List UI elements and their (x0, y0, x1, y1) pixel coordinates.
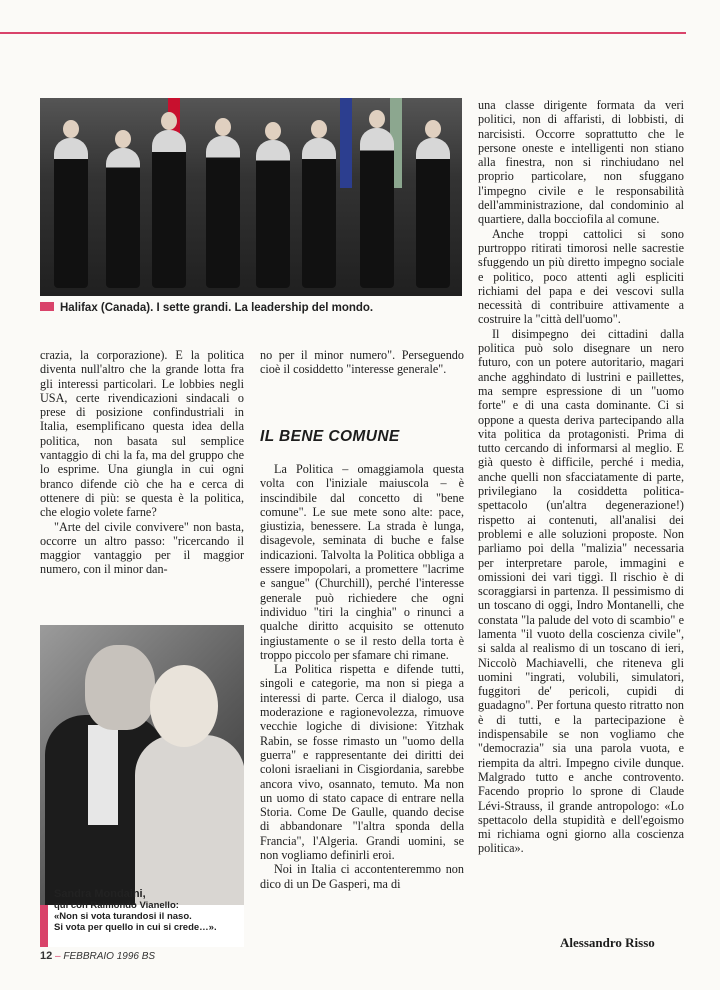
caption-bar (40, 905, 48, 947)
inset-photo (40, 625, 244, 905)
woman-figure (135, 735, 244, 905)
author-signature: Alessandro Risso (560, 935, 655, 950)
inset-caption-line: «Non si vota turandosi il naso. (54, 911, 192, 922)
paragraph: no per il minor numero". Perseguendo cioè il cosiddetto "interesse generale". (260, 348, 464, 377)
paragraph: una classe dirigente formata da veri politici, non di affaristi, di lobbisti, di narcisisti. Occorre soprattutto che le persone oneste e intelligenti non stiano alla finestra, non si rinchiudano nel proprio particolare, non sfuggano l'impegno civile e le responsabilità dell'amministrazione, dal condominio al quartiere, dalla bocciofila al comune. (478, 98, 684, 227)
person-figure (54, 138, 88, 288)
summit-photo (40, 98, 462, 296)
top-rule (0, 32, 686, 34)
man-head (85, 645, 155, 730)
person-figure (206, 136, 240, 288)
inset-caption-name: Sandra Mondaini, (54, 888, 146, 900)
person-figure (302, 138, 336, 288)
paragraph: crazia, la corporazione). E la politica diventa null'altro che la grande lotta fra gli interessi particolari. Le lobbies negli USA, certe rivendicazioni sindacali o prese di posizione confindustriali in Italia, esemplificano questa idea della politica, non basata sul semplice vantaggio di chi la fa, ma del gruppo che lo esprime. Una giungla in cui ogni branco difende ciò che ha e cerca di ottenere di più: se questa è la politica, che elogio volete farne? (40, 348, 244, 520)
flag (340, 98, 352, 188)
section-heading: IL BENE COMUNE (260, 428, 400, 445)
person-figure (106, 148, 140, 288)
caption-marker (40, 302, 54, 311)
issue-date: FEBBRAIO 1996 (63, 951, 139, 962)
paragraph: Anche troppi cattolici si sono purtroppo ritirati timorosi nelle sacrestie sfuggendo un più diretto impegno sociale e politico, poco attenti agli espliciti richiami del papa e dei vescovi sulla necessità di contribuire attivamente a costruire la "città dell'uomo". (478, 226, 684, 327)
paragraph: La Politica rispetta e difende tutti, singoli e categorie, ma non si piega a interessi di parte. Cerca il dialogo, usa moderazione e ragionevolezza, rimuove vecchie logiche di divisione: Yitzhak Rabin, se fosse rimasto un "uomo della guerra" e rappresentante dei diritti dei coloni israeliani in Cisgiordania, sarebbe ancora vivo, osannato, temuto. Ma non un uomo di stato capace di entrare nella Storia. Come De Gaulle, quando decise di abbandonare "l'altra sponda della Francia", l'Algeria. Grandi uomini, se non vogliamo definirli eroi. (260, 662, 464, 863)
column-1 (40, 348, 244, 577)
footer-separator: – (55, 951, 61, 962)
inset-caption-line: qui con Raimondo Vianello: (54, 900, 179, 911)
column-3 (478, 98, 684, 856)
column-2-top (260, 348, 464, 377)
paragraph: Noi in Italia ci accontenteremmo non dico di un De Gasperi, ma di (260, 862, 464, 891)
person-figure (360, 128, 394, 288)
shirt (88, 725, 118, 825)
person-figure (416, 138, 450, 288)
photo-caption-text: Halifax (Canada). I sette grandi. La leadership del mondo. (60, 302, 374, 314)
paragraph: "Arte del civile convivere" non basta, occorre un altro passo: "ricercando il maggior vantaggio per il maggior numero, con il minor dan- (40, 519, 244, 577)
photo-caption (40, 302, 460, 314)
magazine-mark: BS (141, 951, 156, 962)
inset-caption (40, 888, 244, 947)
column-2 (260, 462, 464, 891)
person-figure (256, 140, 290, 288)
person-figure (152, 130, 186, 288)
page-number: 12 (40, 950, 53, 962)
page-footer (40, 950, 155, 962)
paragraph: Il disimpegno dei cittadini dalla politica può solo disegnare un nero futuro, con un potere autoritario, magari anche agghindato di lustrini e paillettes, ma sempre espressione di un "uomo forte" e di una casta dominante. Ci si oppone a questa deriva partecipando alla vita politica da protagonisti. Prima di tutto cercando di informarsi al meglio. E già questo è difficile, perché i media, anche quelli non sfacciatamente di parte, privilegiano la cosiddetta politica-spettacolo (un'altra degenerazione!) rispetto ai contenuti, all'analisi dei problemi e alle soluzioni proposte. Non parliamo poi della "malizia" necessaria per interpretare parole, immagini e omissioni dei vari tiggì. Il rischio è di scoraggiarsi in partenza. Il pessimismo di un toscano di oggi, Indro Montanelli, che constata "la palude del voto di scambio" e lamenta "il vuoto della coscienza civile", si salda al realismo di un toscano di ieri, Niccolò Machiavelli, che riteneva gli uomini "ingrati, volubili, simulatori, fuggitori de' pericoli, cupidi di guadagno". Per fortuna questo ritratto non è di tutti, e la partecipazione è indispensabile se non vogliamo che "democrazia" sia una parola vuota, e riempita da altri. Impegno civile dunque. Malgrado tutto e anche controvento. Facendo proprio lo sprone di Claude Lévi-Strauss, il grande antropologo: «Lo spettacolo della stupidità e dell'egoismo mi richiama ogni giorno alla coscienza politica». (478, 326, 684, 856)
woman-head (150, 665, 218, 747)
inset-caption-line: Si vota per quello in cui si crede…». (54, 922, 217, 933)
paragraph: La Politica – omaggiamola questa volta con l'iniziale maiuscola – è inscindibile dal concetto di "bene comune". Le sue mete sono alte: pace, giustizia, benessere. La strada è lunga, disagevole, seminata di buche e false indicazioni. Talvolta la Politica obbliga a essere impopolari, a promettere "lacrime e sangue" (Churchill), perché l'interesse generale può richiedere che ogni individuo "tiri la cinghia" o rinunci a qualche diritto acquisito se ottenuto ingiustamente o se il resto della torta è troppo piccolo per sfamare chi rimane. (260, 462, 464, 662)
